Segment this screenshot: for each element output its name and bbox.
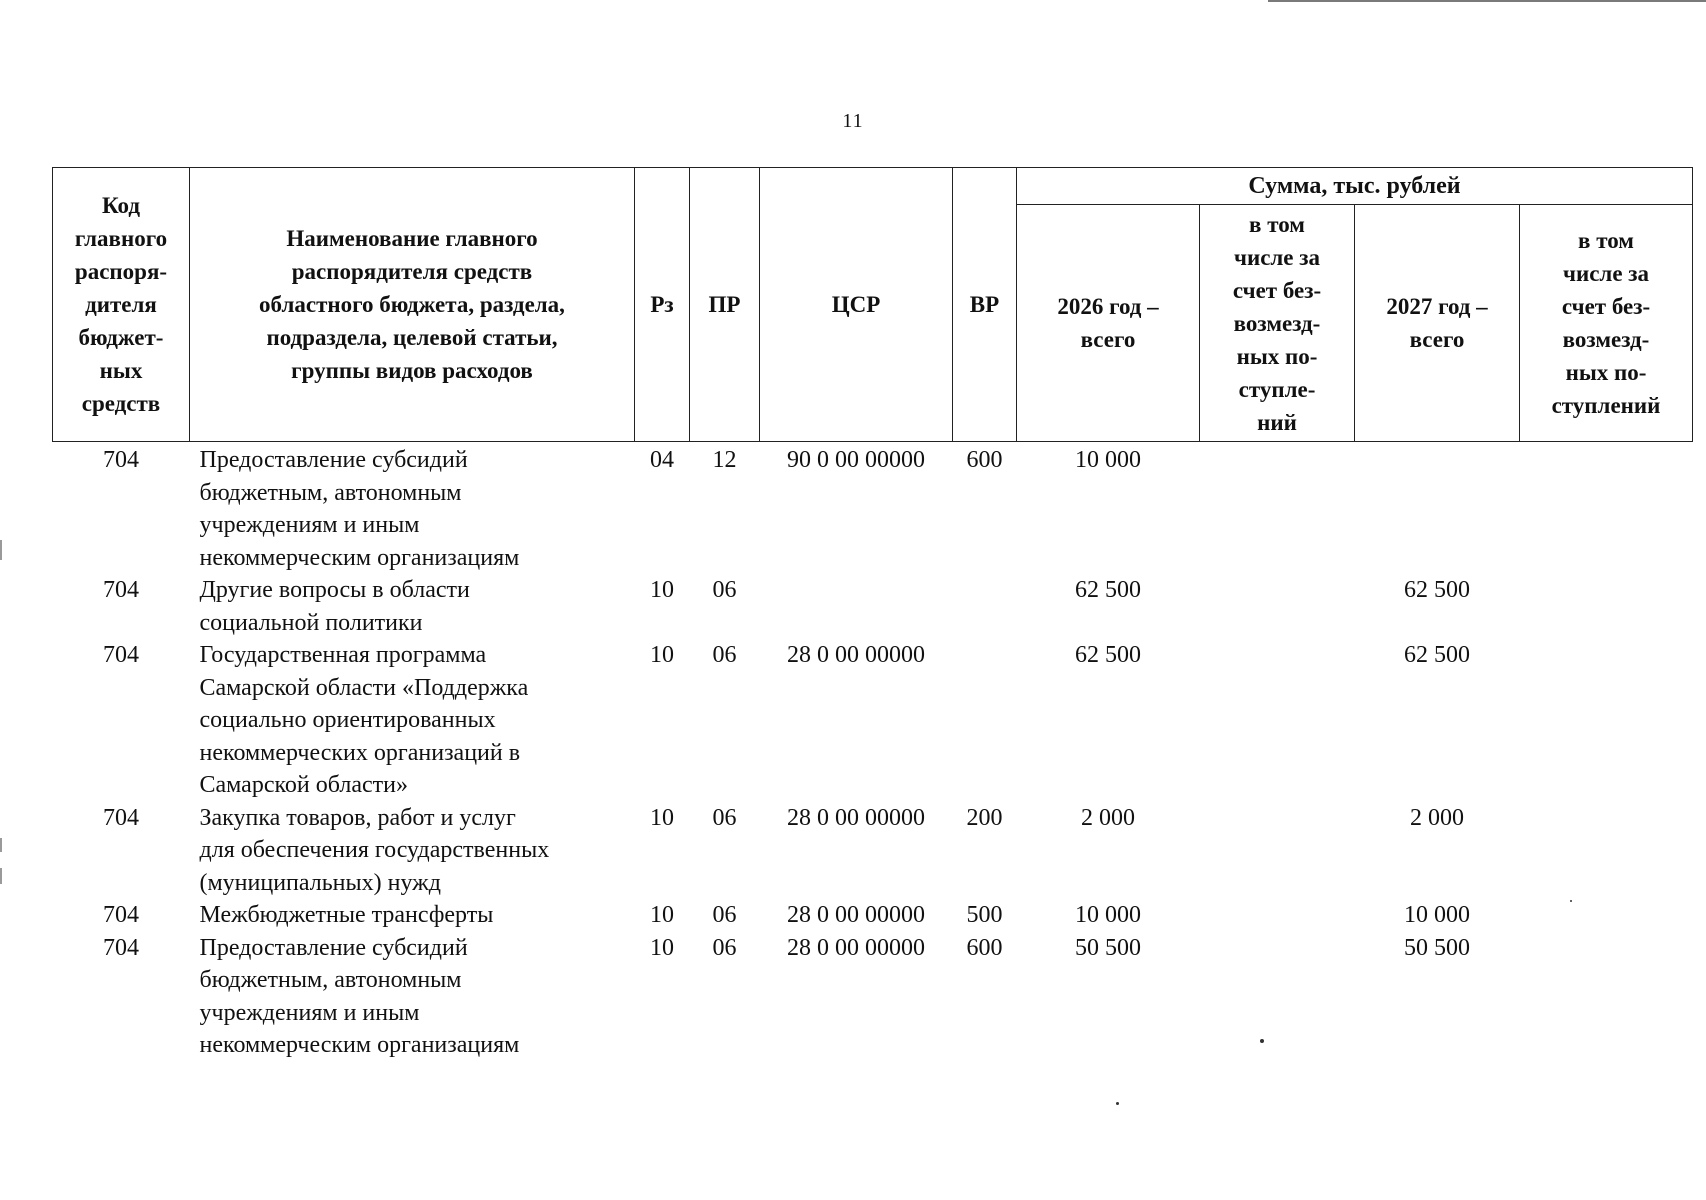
- cell-rz: 10: [650, 577, 674, 603]
- cell-2026-total: 10 000: [1075, 902, 1141, 928]
- table-row: [53, 639, 1693, 802]
- cell-2026-total: 2 000: [1081, 804, 1135, 831]
- cell-pr: 06: [712, 934, 737, 961]
- cell-2027-total: [1355, 442, 1520, 575]
- cell-2027-total: 62 500: [1404, 577, 1470, 603]
- cell-vr: 600: [966, 934, 1003, 961]
- cell-vr: [953, 574, 1017, 639]
- header-rz: Рз: [635, 168, 690, 442]
- cell-2027-total: 2 000: [1410, 804, 1464, 831]
- cell-pr: 06: [712, 902, 737, 928]
- cell-2026-total: 50 500: [1075, 934, 1141, 961]
- cell-pr: 12: [712, 447, 737, 473]
- header-name-text: Наименование главного распорядителя средств областного бюджета, раздела, подраздела, целевой статьи, группы видов расходов: [259, 226, 565, 383]
- header-2026-total-text: 2026 год – всего: [1057, 294, 1159, 352]
- header-code: [53, 168, 190, 442]
- cell-code: 704: [103, 934, 139, 961]
- cell-2026-total: 10 000: [1075, 447, 1141, 473]
- header-pr: ПР: [690, 168, 760, 442]
- header-name: [190, 168, 635, 442]
- header-2026-total: [1017, 205, 1200, 442]
- cell-pr: 06: [712, 577, 737, 603]
- table-row: [53, 442, 1693, 575]
- cell-2026-grants: [1200, 932, 1355, 1062]
- cell-2027-grants: [1520, 802, 1693, 900]
- header-vr: ВР: [953, 168, 1017, 442]
- cell-csr: [760, 574, 953, 639]
- cell-code: 704: [103, 577, 139, 603]
- cell-csr: 28 0 00 00000: [787, 804, 925, 831]
- cell-name: Межбюджетные трансферты: [199, 902, 494, 928]
- header-2026-grants: [1200, 205, 1355, 442]
- header-2026-grants-text: в том числе за счет без- возмезд- ных по- ступле- ний: [1232, 211, 1322, 435]
- cell-name: Государственная программа Самарской области «Поддержка социально ориентированных некоммерческих организаций в Самарской области»: [199, 642, 529, 798]
- cell-2027-total: 10 000: [1404, 902, 1470, 928]
- cell-2027-grants: [1520, 574, 1693, 639]
- cell-code: 704: [103, 642, 139, 668]
- header-sum-group: Сумма, тыс. рублей: [1017, 168, 1693, 205]
- cell-pr: 06: [712, 804, 737, 831]
- header-2027-total: [1355, 205, 1520, 442]
- cell-2027-grants: [1520, 899, 1693, 932]
- table-row: [53, 802, 1693, 900]
- cell-2027-grants: [1520, 932, 1693, 1062]
- scan-artifact-mark: [0, 868, 2, 884]
- scan-speck: [1116, 1102, 1119, 1105]
- scan-artifact-line: [1268, 0, 1706, 2]
- cell-rz: 10: [650, 902, 674, 928]
- cell-2027-grants: [1520, 442, 1693, 575]
- table-body: [53, 442, 1693, 1062]
- header-2027-total-text: 2027 год – всего: [1386, 294, 1488, 352]
- cell-rz: 10: [650, 642, 674, 668]
- scan-artifact-mark: [0, 540, 2, 560]
- cell-2026-grants: [1200, 574, 1355, 639]
- header-csr: ЦСР: [760, 168, 953, 442]
- cell-2027-total: 50 500: [1404, 934, 1470, 961]
- page-number: 11: [842, 110, 864, 132]
- cell-2026-total: 62 500: [1075, 577, 1141, 603]
- cell-vr: [953, 639, 1017, 802]
- table-row: [53, 932, 1693, 1062]
- cell-name: Другие вопросы в области социальной политики: [199, 577, 470, 636]
- cell-2027-grants: [1520, 639, 1693, 802]
- cell-rz: 04: [650, 447, 674, 473]
- cell-2026-grants: [1200, 802, 1355, 900]
- table-row: [53, 574, 1693, 639]
- cell-pr: 06: [712, 642, 737, 668]
- cell-csr: 28 0 00 00000: [787, 642, 925, 668]
- cell-vr: 200: [966, 804, 1003, 831]
- cell-vr: 600: [966, 447, 1003, 473]
- cell-name: Предоставление субсидий бюджетным, автономным учреждениям и иным некоммерческим организациям: [199, 934, 520, 1058]
- cell-2026-total: 62 500: [1075, 642, 1141, 668]
- cell-csr: 28 0 00 00000: [787, 902, 925, 928]
- cell-csr: 90 0 00 00000: [787, 447, 925, 473]
- cell-name: Закупка товаров, работ и услуг для обеспечения государственных (муниципальных) нужд: [199, 804, 550, 896]
- header-2027-grants-text: в том числе за счет без- возмезд- ных по- ступлений: [1551, 228, 1661, 418]
- cell-name: Предоставление субсидий бюджетным, автономным учреждениям и иным некоммерческим организациям: [199, 447, 520, 571]
- cell-rz: 10: [650, 804, 674, 831]
- cell-code: 704: [103, 804, 139, 831]
- cell-rz: 10: [650, 934, 674, 961]
- cell-2027-total: 62 500: [1404, 642, 1470, 668]
- cell-code: 704: [103, 902, 139, 928]
- cell-2026-grants: [1200, 899, 1355, 932]
- table-row: [53, 899, 1693, 932]
- cell-2026-grants: [1200, 442, 1355, 575]
- cell-2026-grants: [1200, 639, 1355, 802]
- budget-table: [52, 167, 1693, 1062]
- cell-vr: 500: [966, 902, 1003, 928]
- cell-csr: 28 0 00 00000: [787, 934, 925, 961]
- header-code-text: Код главного распоря- дителя бюджет- ных средств: [74, 193, 168, 416]
- scan-artifact-mark: [0, 838, 2, 852]
- header-2027-grants: [1520, 205, 1693, 442]
- cell-code: 704: [103, 447, 139, 473]
